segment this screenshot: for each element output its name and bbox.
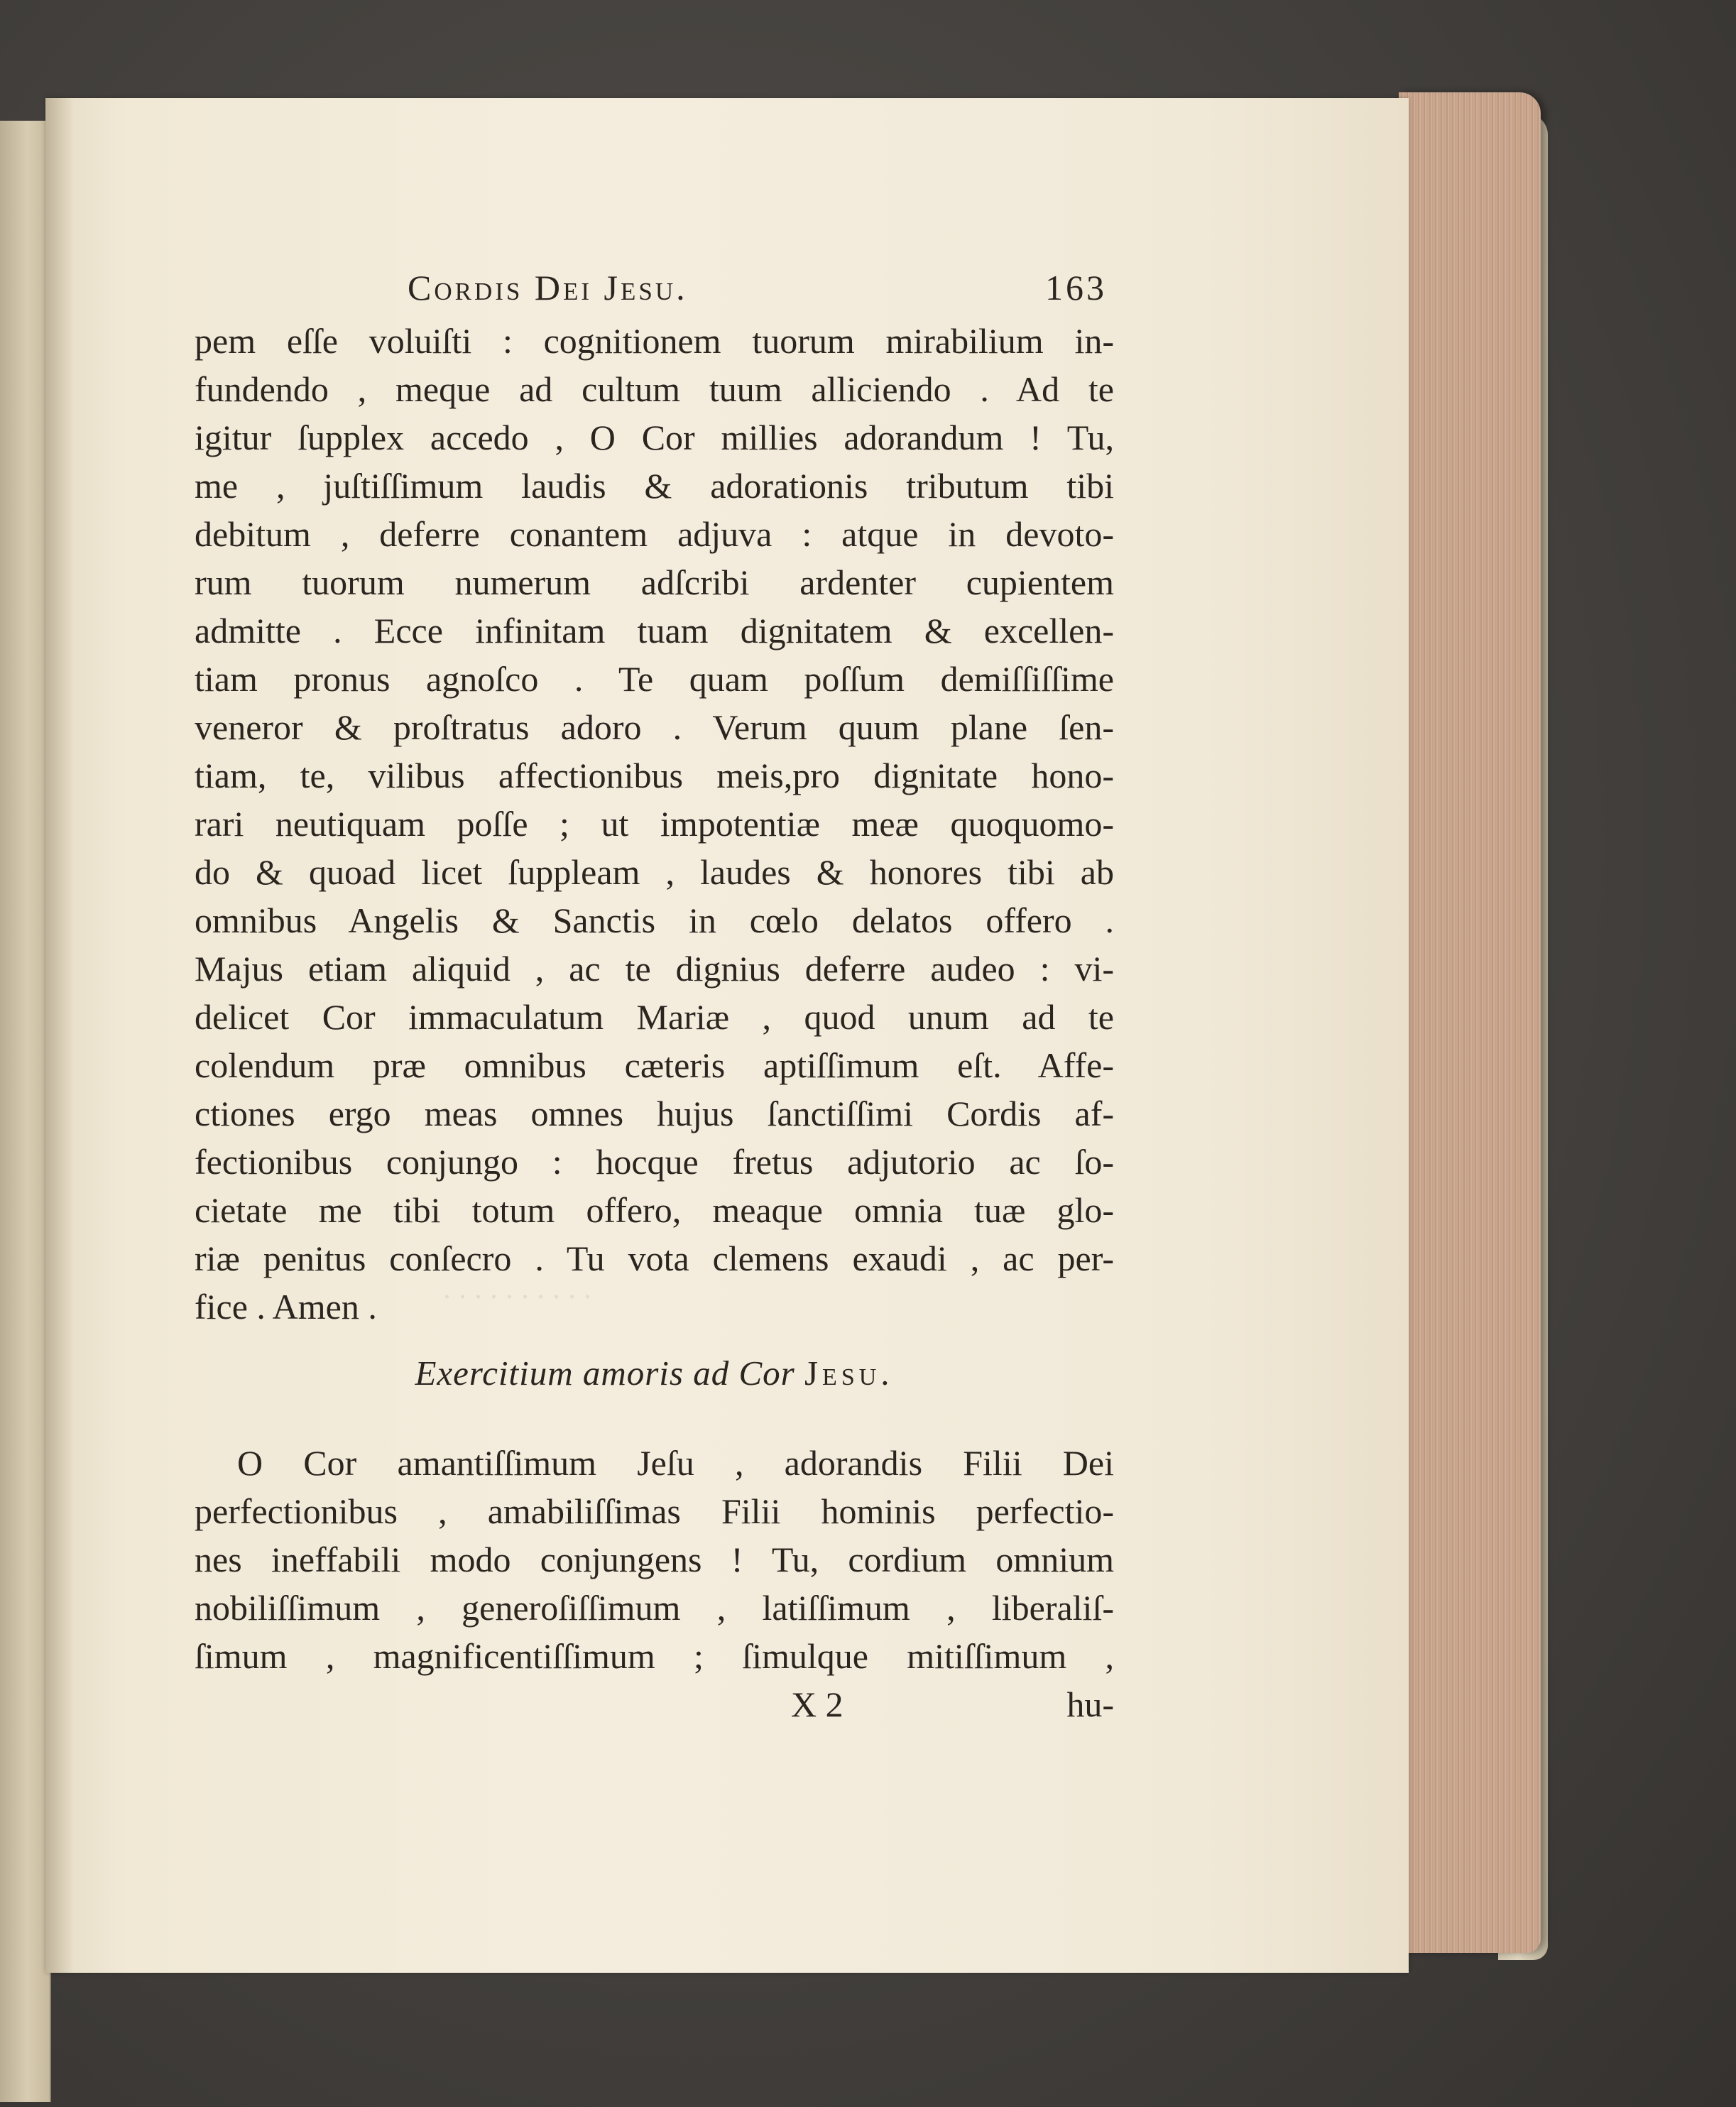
text-line: omnibus Angelis & Sanctis in cœlo delatos offero . bbox=[195, 900, 1114, 940]
text-line: pem eſſe voluiſti : cognitionem tuorum mirabilium in- bbox=[195, 321, 1114, 361]
text-line: admitte . Ecce infinitam tuam dignitatem & excellen- bbox=[195, 611, 1114, 650]
paragraph-exercise bbox=[195, 1439, 1114, 1680]
text-line: tiam, te, vilibus affectionibus meis,pro dignitate hono- bbox=[195, 756, 1114, 795]
running-head bbox=[195, 267, 1114, 317]
text-line: O Cor amantiſſimum Jeſu , adorandis Filii Dei bbox=[237, 1443, 1114, 1483]
text-line: fectionibus conjungo : hocque fretus adjutorio ac ſo- bbox=[195, 1142, 1114, 1182]
text-line: do & quoad licet ſuppleam , laudes & honores tibi ab bbox=[195, 852, 1114, 892]
text-line: debitum , deferre conantem adjuva : atque in devoto- bbox=[195, 514, 1114, 554]
signature-mark: X 2 bbox=[791, 1684, 844, 1724]
text-block bbox=[195, 267, 1114, 1728]
text-line: colendum præ omnibus cæteris aptiſſimum eſt. Affe- bbox=[195, 1045, 1114, 1085]
section-heading-caps: Jesu. bbox=[804, 1354, 894, 1393]
paragraph-prayer bbox=[195, 317, 1114, 1331]
text-line: nobiliſſimum , generoſiſſimum , latiſſimum , liberaliſ- bbox=[195, 1588, 1114, 1628]
catchword: hu- bbox=[1066, 1684, 1114, 1724]
gutter-shadow bbox=[45, 98, 74, 1973]
bleed-through-text: . . . . . . . . . . bbox=[443, 1270, 591, 1305]
page-number: 163 bbox=[1045, 268, 1107, 307]
text-line: cietate me tibi totum offero, meaque omnia tuæ glo- bbox=[195, 1190, 1114, 1230]
text-line: igitur ſupplex accedo , O Cor millies adorandum ! Tu, bbox=[195, 418, 1114, 457]
text-line: nes ineffabili modo conjungens ! Tu, cordium omnium bbox=[195, 1540, 1114, 1579]
text-line: rum tuorum numerum adſcribi ardenter cupientem bbox=[195, 562, 1114, 602]
text-line: fice . Amen . bbox=[195, 1287, 377, 1327]
text-line: ſimum , magnificentiſſimum ; ſimulque mitiſſimum , bbox=[195, 1636, 1114, 1676]
text-line: ctiones ergo meas omnes hujus ſanctiſſimi Cordis af- bbox=[195, 1094, 1114, 1133]
text-line: me , juſtiſſimum laudis & adorationis tributum tibi bbox=[195, 466, 1114, 506]
section-heading-italic: Exercitium amoris ad Cor bbox=[415, 1354, 795, 1393]
section-heading bbox=[195, 1352, 1114, 1395]
text-line: delicet Cor immaculatum Mariæ , quod unum ad te bbox=[195, 997, 1114, 1037]
text-line: rari neutiquam poſſe ; ut impotentiæ meæ quoquomo- bbox=[195, 804, 1114, 844]
text-line: Majus etiam aliquid , ac te dignius deferre audeo : vi- bbox=[195, 949, 1114, 989]
text-line: tiam pronus agnoſco . Te quam poſſum demiſſiſſime bbox=[195, 659, 1114, 699]
page-fore-edge bbox=[1399, 92, 1541, 1953]
text-line: perfectionibus , amabiliſſimas Filii hominis perfectio- bbox=[195, 1491, 1114, 1531]
text-line: riæ penitus conſecro . Tu vota clemens exaudi , ac per- bbox=[195, 1238, 1114, 1278]
previous-page-edge bbox=[0, 121, 51, 2102]
book-page bbox=[45, 98, 1409, 1973]
text-line: fundendo , meque ad cultum tuum alliciendo . Ad te bbox=[195, 369, 1114, 409]
text-line: veneror & proſtratus adoro . Verum quum plane ſen- bbox=[195, 707, 1114, 747]
page-footer bbox=[195, 1680, 1114, 1728]
running-title: Cordis Dei Jesu. bbox=[408, 268, 688, 307]
